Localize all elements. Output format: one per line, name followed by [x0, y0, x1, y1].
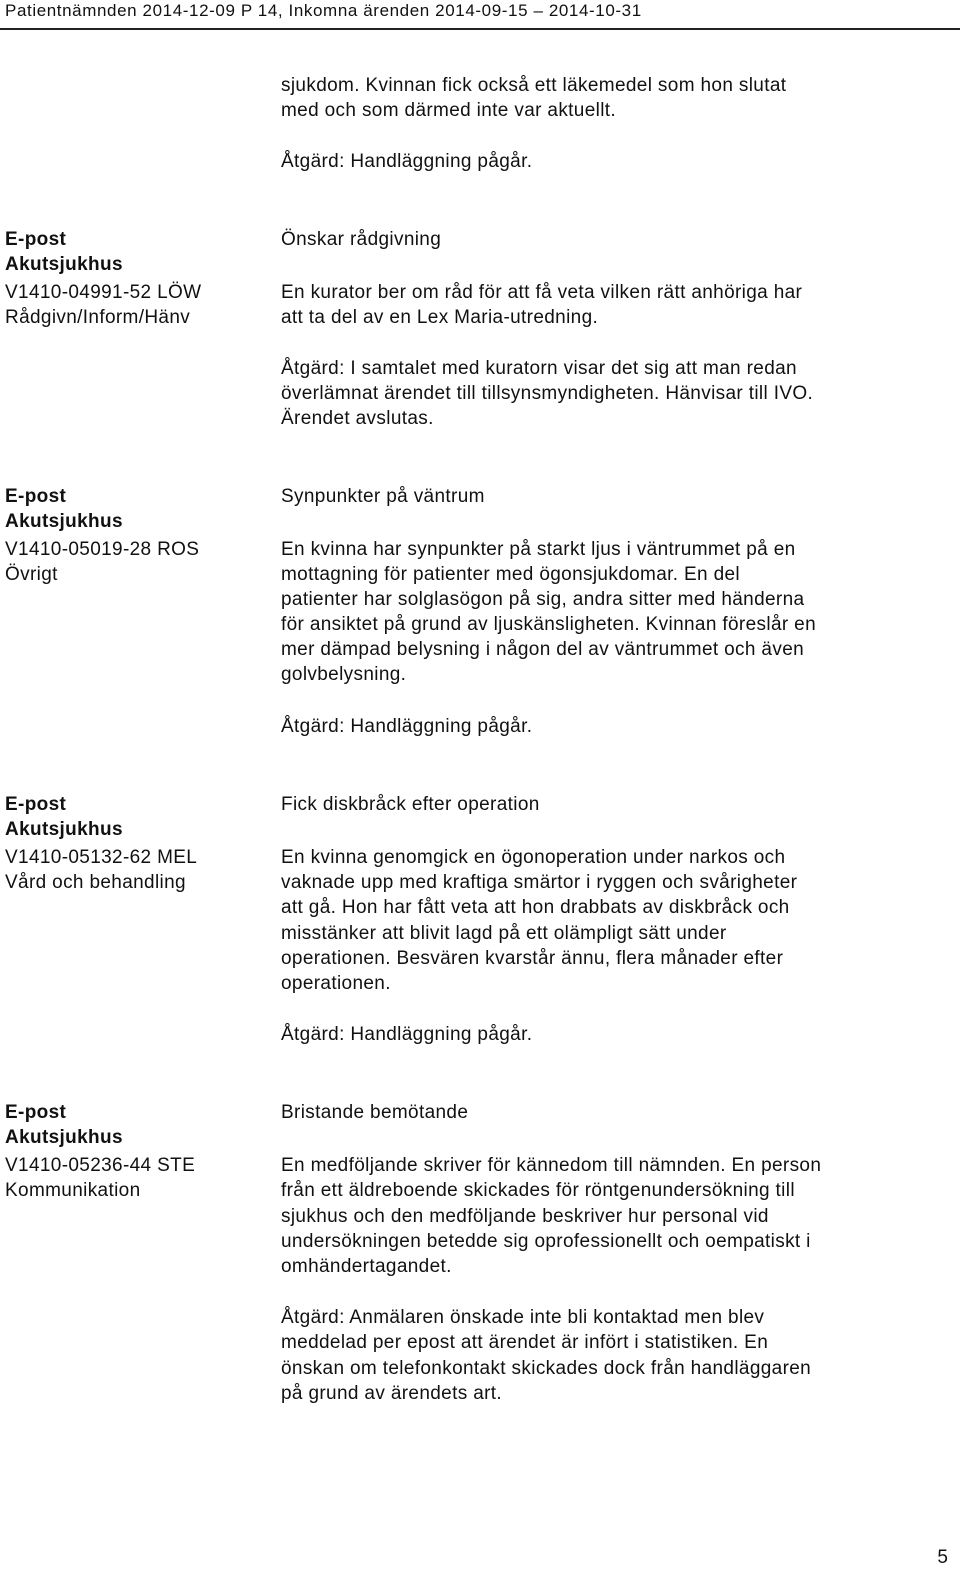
case-channel: E-post	[5, 229, 67, 250]
body-line: En kvinna genomgick en ögonoperation under narkos och	[281, 847, 786, 868]
action-line: överlämnat ärendet till tillsynsmyndigheten. Hänvisar till IVO.	[281, 383, 814, 404]
body-line: att ta del av en Lex Maria-utredning.	[281, 307, 599, 328]
body-line: sjukdom. Kvinnan fick också ett läkemedel som hon slutat	[281, 75, 787, 96]
body-line: att gå. Hon har fått veta att hon drabbats av diskbråck och	[281, 897, 790, 918]
body-line: vaknade upp med kraftiga smärtor i ryggen och svårigheter	[281, 872, 798, 893]
body-line: operationen.	[281, 973, 391, 994]
case-id: V1410-04991-52 LÖW	[5, 282, 202, 303]
case-subject: Fick diskbråck efter operation	[281, 794, 540, 815]
body-line: undersökningen betedde sig oprofessionellt och oempatiskt i	[281, 1231, 811, 1252]
action-line: Åtgärd: Handläggning pågår.	[281, 1024, 533, 1045]
case-subject: Önskar rådgivning	[281, 229, 442, 250]
body-line: för ansiktet på grund av ljuskänsligheten. Kvinnan föreslår en	[281, 614, 817, 635]
body-line: omhändertagandet.	[281, 1256, 452, 1277]
case-subject: Synpunkter på väntrum	[281, 486, 485, 507]
action-line: Åtgärd: Anmälaren önskade inte bli kontaktad men blev	[281, 1307, 765, 1328]
case-id: V1410-05132-62 MEL	[5, 847, 198, 868]
body-line: mer dämpad belysning i någon del av väntrummet och även	[281, 639, 805, 660]
case-channel: E-post	[5, 1102, 67, 1123]
body-line: mottagning för patienter med ögonsjukdomar. En del	[281, 564, 740, 585]
case-category: Kommunikation	[5, 1180, 141, 1201]
body-line: En kvinna har synpunkter på starkt ljus i väntrummet på en	[281, 539, 796, 560]
case-id: V1410-05236-44 STE	[5, 1155, 196, 1176]
body-line: från ett äldreboende skickades för röntgenundersökning till	[281, 1180, 795, 1201]
action-line: meddelad per epost att ärendet är infört i statistiken. En	[281, 1332, 769, 1353]
case-category: Vård och behandling	[5, 872, 186, 893]
body-line: med och som därmed inte var aktuellt.	[281, 100, 617, 121]
case-unit: Akutsjukhus	[5, 511, 123, 532]
case-channel: E-post	[5, 486, 67, 507]
page-header	[0, 0, 960, 32]
action-line: Åtgärd: Handläggning pågår.	[281, 151, 533, 172]
case-category: Övrigt	[5, 564, 58, 585]
case-unit: Akutsjukhus	[5, 254, 123, 275]
page-title: Patientnämnden 2014-12-09 P 14, Inkomna ärenden 2014-09-15 – 2014-10-31	[5, 1, 642, 20]
action-line: Åtgärd: I samtalet med kuratorn visar det sig att man redan	[281, 358, 797, 379]
case-channel: E-post	[5, 794, 67, 815]
case-unit: Akutsjukhus	[5, 1127, 123, 1148]
body-line: sjukhus och den medföljande beskriver hur personal vid	[281, 1206, 769, 1227]
action-line: önskan om telefonkontakt skickades dock från handläggaren	[281, 1358, 812, 1379]
case-unit: Akutsjukhus	[5, 819, 123, 840]
body-line: golvbelysning.	[281, 664, 407, 685]
case-id: V1410-05019-28 ROS	[5, 539, 200, 560]
body-line: En kurator ber om råd för att få veta vilken rätt anhöriga har	[281, 282, 803, 303]
body-line: operationen. Besvären kvarstår ännu, flera månader efter	[281, 948, 784, 969]
body-line: misstänker att blivit lagd på ett olämpligt sätt under	[281, 923, 727, 944]
action-line: på grund av ärendets art.	[281, 1383, 503, 1404]
header-divider	[0, 28, 960, 30]
action-line: Ärendet avslutas.	[281, 408, 434, 429]
page-number: 5	[937, 1547, 948, 1568]
body-line: En medföljande skriver för kännedom till nämnden. En person	[281, 1155, 822, 1176]
action-line: Åtgärd: Handläggning pågår.	[281, 716, 533, 737]
body-line: patienter har solglasögon på sig, andra sitter med händerna	[281, 589, 805, 610]
case-subject: Bristande bemötande	[281, 1102, 469, 1123]
case-category: Rådgivn/Inform/Hänv	[5, 307, 191, 328]
